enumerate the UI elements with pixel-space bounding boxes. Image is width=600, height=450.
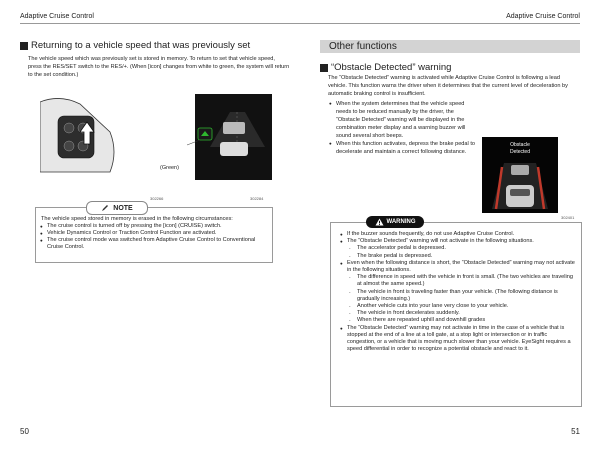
- warning-subitem: - The difference in speed with the vehicle in front is small. (The two vehicles are traveling at almost the same speed.): [357, 274, 575, 288]
- warning-item: ● The “Obstacle Detected” warning will not activate in the following situations. - The accelerator pedal is depressed. - The brake pedal is depressed.: [347, 238, 575, 260]
- warning-subitem: - The vehicle in front decelerates suddenly.: [357, 310, 575, 317]
- warning-subitem: - The accelerator pedal is depressed.: [357, 245, 575, 252]
- obstacle-detected-screen: [482, 137, 558, 213]
- warning-subitem: - The brake pedal is depressed.: [357, 253, 575, 260]
- running-header-right: Adaptive Cruise Control: [506, 13, 580, 20]
- figure-id: 302284: [250, 196, 264, 201]
- figure-id: 302401: [561, 215, 575, 220]
- green-label: (Green): [160, 165, 179, 171]
- left-intro: The vehicle speed which was previously set is stored in memory. To return to set that vehicle speed, press the RES/SET switch to the RES/+. (When [icon] changes from white to green, the system will return to the set condition.): [28, 56, 290, 78]
- warning-triangle-icon: [375, 218, 384, 226]
- right-section-title: “Obstacle Detected” warning: [320, 62, 580, 73]
- steering-figure: [40, 92, 272, 192]
- note-text: The vehicle speed stored in memory is erased in the following circumstances:: [41, 216, 233, 222]
- running-header-left: Adaptive Cruise Control: [20, 13, 94, 20]
- bullet-item: ● When this function activates, depress the brake pedal to decelerate and maintain a correct following distance.: [336, 140, 478, 156]
- left-section-title: Returning to a vehicle speed that was previously set: [20, 40, 290, 51]
- figure-id: 302266: [150, 196, 164, 201]
- other-functions-band: Other functions: [320, 40, 580, 53]
- note-item: ● Vehicle Dynamics Control or Traction Control Function are activated.: [47, 230, 267, 237]
- speed-unit: MPH: [242, 184, 255, 190]
- note-item: ● The cruise control is turned off by pressing the [icon] (CRUISE) switch.: [47, 223, 267, 230]
- warning-subitem: - When there are repeated uphill and downhill grades: [357, 317, 575, 324]
- square-bullet-icon: [320, 64, 328, 72]
- square-bullet-icon: [20, 42, 28, 50]
- page-number-right: 51: [571, 427, 580, 436]
- pencil-icon: [101, 204, 109, 212]
- screen-line-2: Detected: [509, 149, 530, 155]
- right-bullets: [328, 100, 478, 156]
- note-header: NOTE: [86, 201, 148, 215]
- warning-item: ● If the buzzer sounds frequently, do not use Adaptive Cruise Control.: [347, 231, 575, 238]
- note-box: [35, 204, 273, 263]
- warning-subitem: - The vehicle in front is traveling faster than your vehicle. (The following distance is gradually increasing.): [357, 289, 575, 303]
- warning-subitem: - Another vehicle cuts into your lane very close to your vehicle.: [357, 303, 575, 310]
- warning-item: ● The “Obstacle Detected” warning may not activate in time in the case of a vehicle that is stopped at the end of a line at a toll gate, at a stop light or intersection or in traffic congestion, or a vehicle that is moving much slower than your vehicle. EyeSight requires a speed differential in order to recognize a potential obstacle and react to it.: [347, 325, 575, 354]
- warning-box: [330, 219, 582, 407]
- note-item: ● The cruise control mode was switched from Adaptive Cruise Control to Conventional Cruise Control.: [47, 237, 267, 251]
- warning-item: ● Even when the following distance is short, the “Obstacle Detected” warning may not activate in the following situations. - The difference in speed with the vehicle in front is small. (The two vehicles are traveling at almost the same speed.) - The vehicle in front is traveling faster than your vehicle. (The following distance is gradually increasing.) - Another vehicle cuts into your lane very close to your vehicle. - The vehicle in front decelerates suddenly. - When there are repeated uphill and downhill grades: [347, 260, 575, 325]
- car-warning-icon: [482, 159, 558, 213]
- page-number-left: 50: [20, 427, 29, 436]
- speed-value: 60: [225, 182, 236, 192]
- header-rule: [20, 23, 580, 24]
- right-intro: The “Obstacle Detected” warning is activated while Adaptive Cruise Control is following a lead vehicle. This function warns the driver when it determines that the current level of deceleration by automatic braking control is insufficient.: [328, 75, 568, 97]
- screen-line-1: Obstacle: [510, 142, 530, 148]
- bullet-item: ● When the system determines that the vehicle speed needs to be reduced manually by the driver, the “Obstacle Detected” warning will be displayed in the combination meter display and a warning buzzer will sound several short beeps.: [336, 100, 478, 140]
- warning-header: WARNING: [366, 216, 424, 228]
